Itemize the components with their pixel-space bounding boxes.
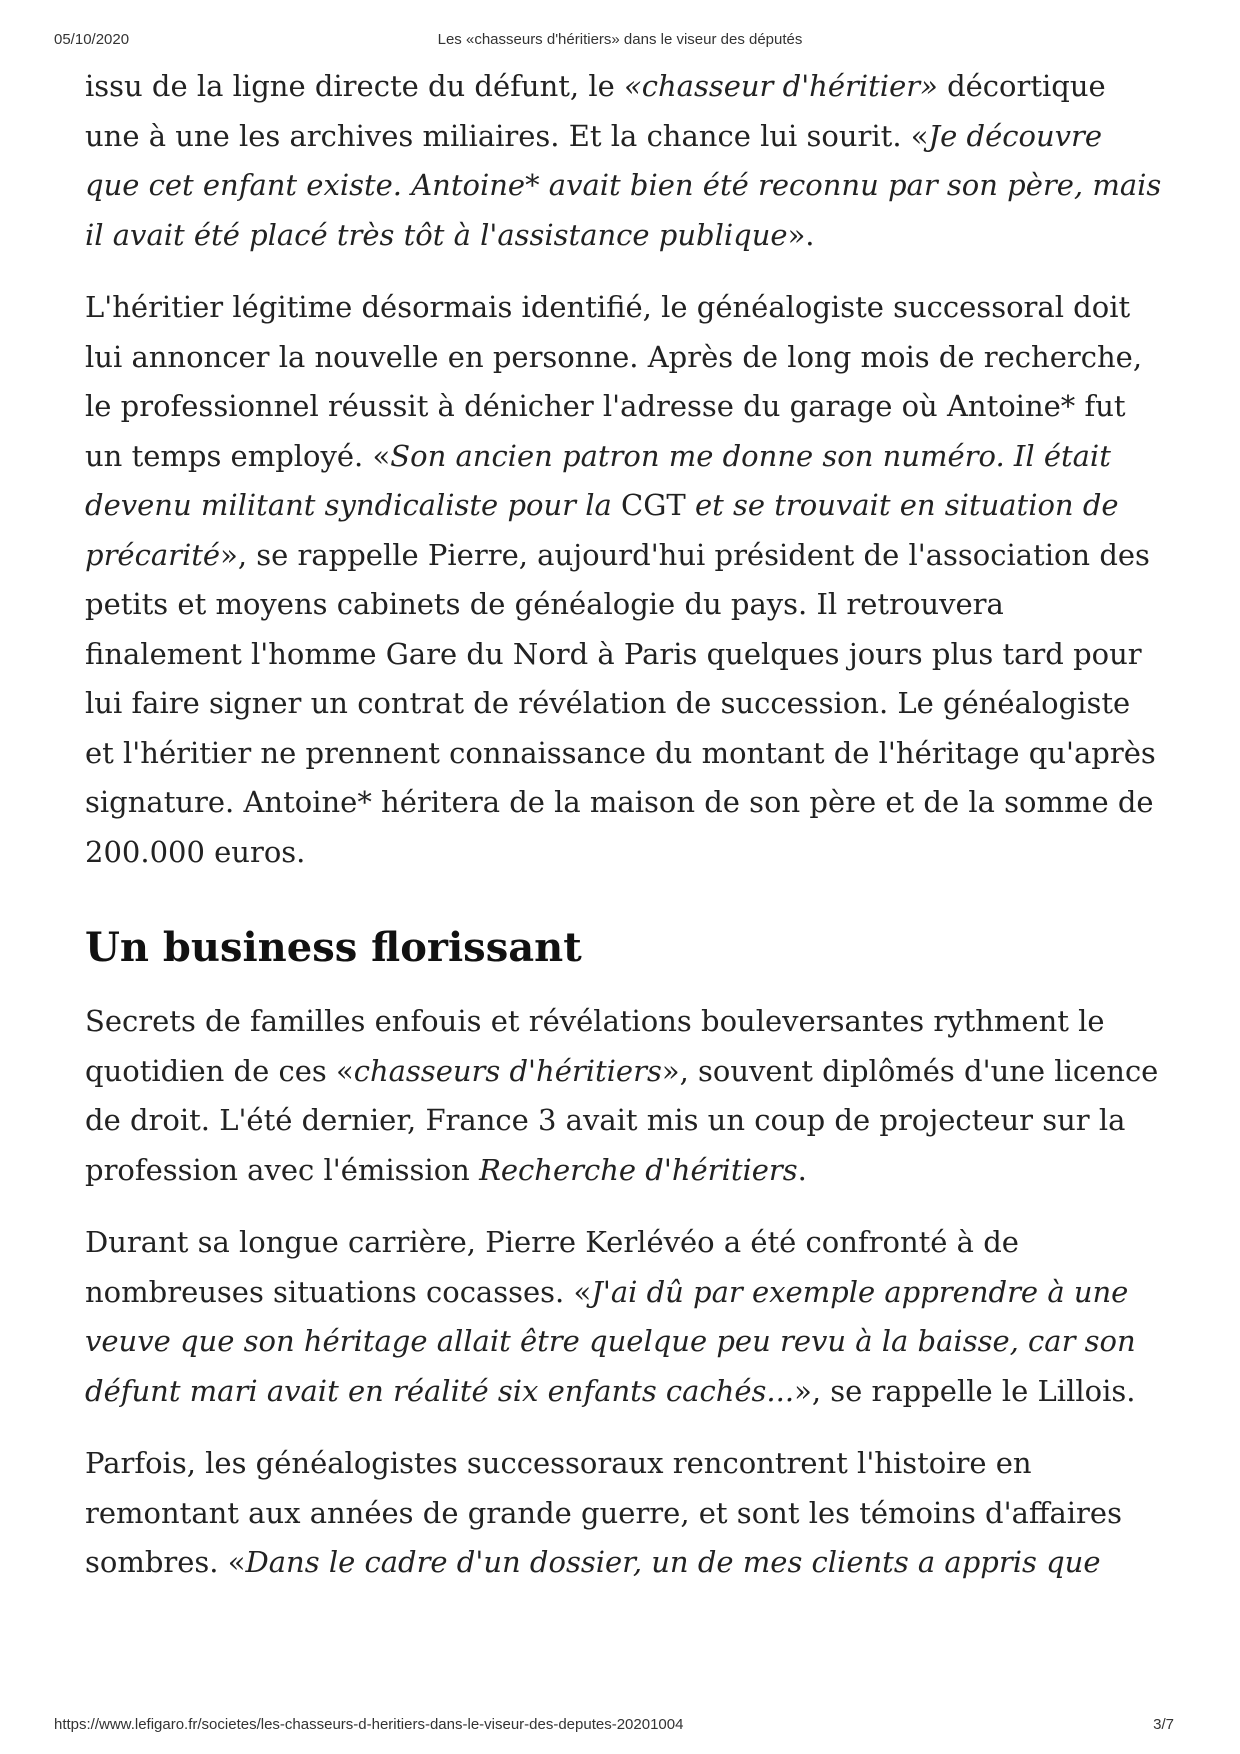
- text-run: Secrets de familles enfouis et révélations bouleversantes rythment le quotidien de ces «: [85, 1004, 1105, 1088]
- quote-run: Dans le cadre d'un dossier, un de mes clients a appris que: [245, 1545, 1101, 1579]
- text-run: », souvent diplômés d'une licence de droit. L'été dernier, France 3 avait mis un coup de projecteur sur la profession avec l'émission: [85, 1053, 1159, 1187]
- text-run: issu de la ligne directe du défunt, le: [85, 69, 624, 103]
- text-run: », se rappelle le Lillois.: [794, 1373, 1136, 1408]
- print-date: 05/10/2020: [54, 31, 130, 48]
- text-run: CGT: [611, 488, 695, 522]
- quote-run: J'ai dû par exemple apprendre à une veuve que son héritage allait être quelque peu revu à la baisse, car son défunt mari avait en réalité six enfants cachés...: [85, 1274, 1136, 1408]
- print-page-title: Les «chasseurs d'héritiers» dans le viseur des députés: [437, 31, 803, 48]
- text-run: décortique une à une les archives miliaires. Et la chance lui sourit. «: [85, 69, 1106, 153]
- text-run: Durant sa longue carrière, Pierre Kerlévéo a été confronté à de nombreuses situations cocasses. «: [85, 1225, 1019, 1309]
- section-heading: Un business florissant: [85, 924, 582, 971]
- paragraph-5: [85, 1439, 1165, 1588]
- print-header: [0, 31, 1240, 51]
- paragraph-2: [85, 283, 1165, 877]
- print-url: https://www.lefigaro.fr/societes/les-chasseurs-d-heritiers-dans-le-viseur-des-deputes-20201004: [54, 1716, 684, 1733]
- page-number: 3/7: [1153, 1716, 1174, 1733]
- italic-run: chasseurs d'héritiers: [353, 1053, 662, 1088]
- print-footer: [0, 1716, 1240, 1736]
- paragraph-4: [85, 1218, 1165, 1416]
- italic-run: «chasseur d'héritier»: [624, 69, 938, 103]
- paragraph-3: [85, 997, 1165, 1195]
- text-run: L'héritier légitime désormais identifié, le généalogiste successoral doit lui annoncer la nouvelle en personne. Après de long mois de recherche, le professionnel réussit à dénicher l'adresse du garage où Antoine* fut un temps employé. «: [85, 290, 1143, 473]
- quote-run: Son ancien patron me donne son numéro. Il était devenu militant syndicaliste pour la: [85, 438, 1111, 522]
- article-body: [85, 62, 1165, 1611]
- paragraph-1: [85, 62, 1165, 260]
- italic-run: Recherche d'héritiers: [479, 1152, 798, 1187]
- text-run: ».: [787, 217, 815, 252]
- quote-run: Je découvre que cet enfant existe. Antoine* avait bien été reconnu par son père, mais il avait été placé très tôt à l'assistance publique: [85, 118, 1162, 252]
- text-run: .: [797, 1152, 807, 1187]
- text-run: », se rappelle Pierre, aujourd'hui président de l'association des petits et moyens cabinets de généalogie du pays. Il retrouvera finalement l'homme Gare du Nord à Paris quelques jours plus tard pour lui faire signer un contrat de révélation de succession. Le généalogiste et l'héritier ne prennent connaissance du montant de l'héritage qu'après signature. Antoine* héritera de la maison de son père et de la somme de 200.000 euros.: [85, 537, 1156, 869]
- quote-run: et se trouvait en situation de précarité: [85, 488, 1119, 572]
- text-run: Parfois, les généalogistes successoraux rencontrent l'histoire en remontant aux années de grande guerre, et sont les témoins d'affaires sombres. «: [85, 1446, 1122, 1579]
